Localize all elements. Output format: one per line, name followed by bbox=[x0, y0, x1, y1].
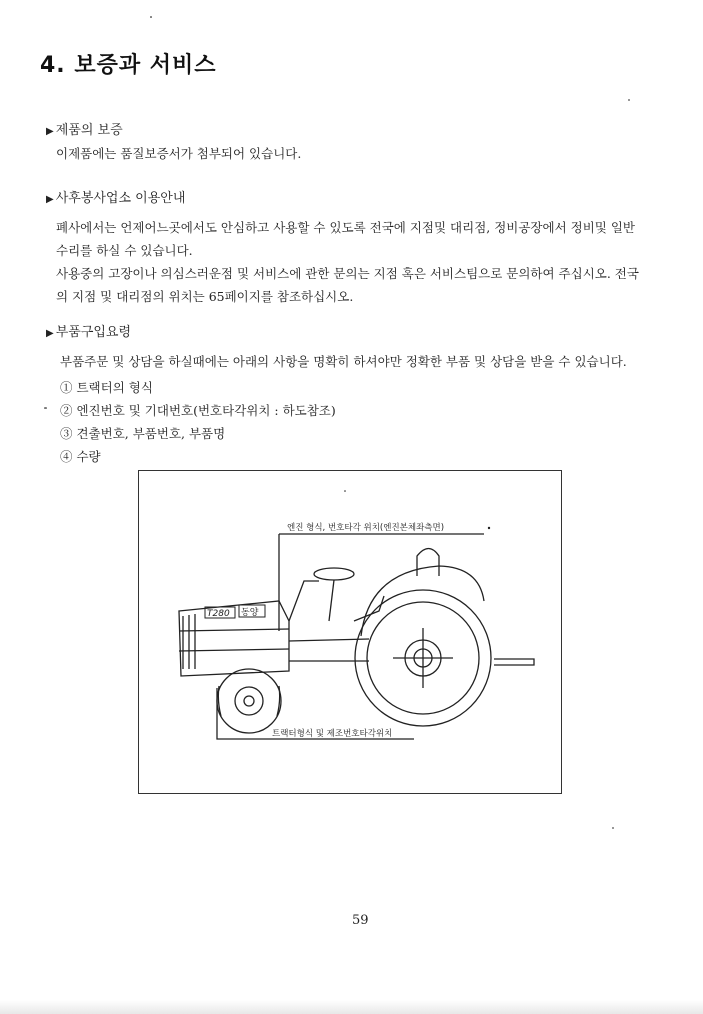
warranty-heading-text: 제품의 보증 bbox=[55, 123, 123, 138]
parts-heading-text: 부품구입요령 bbox=[55, 325, 132, 340]
page-number: 59 bbox=[352, 913, 369, 928]
service-text-1: 폐사에서는 언제어느곳에서도 안심하고 사용할 수 있도록 전국에 지점및 대리점, 정비공장에서 정비및 일반수리를 하실 수 있습니다. bbox=[56, 220, 635, 258]
scan-speck bbox=[628, 99, 630, 101]
triangle-bullet-icon: ▶ bbox=[46, 328, 54, 339]
parts-text: 부품주문 및 상담을 하실때에는 아래의 사항을 명확히 하셔야만 정확한 부품 및 상담을 받을 수 있습니다. bbox=[60, 354, 627, 369]
triangle-bullet-icon: ▶ bbox=[46, 126, 54, 137]
engine-number-label: 엔진 형식, 번호타각 위치(엔진본체좌측면) bbox=[287, 523, 445, 533]
service-paragraph bbox=[56, 216, 646, 308]
scan-bottom-edge bbox=[0, 1000, 703, 1014]
tractor-number-label: 트랙터형식 및 제조번호타각위치 bbox=[272, 729, 393, 739]
list-item: ③ 견출번호, 부품번호, 부품명 bbox=[60, 426, 226, 441]
page-title: 4. 보증과 서비스 bbox=[40, 53, 217, 78]
list-item: ① 트랙터의 형식 bbox=[60, 380, 153, 395]
scan-speck bbox=[150, 16, 152, 18]
warranty-paragraph bbox=[56, 142, 646, 165]
list-item: ② 엔진번호 및 기대번호(번호타각위치 : 하도참조) bbox=[60, 403, 336, 418]
warranty-text: 이제품에는 품질보증서가 첨부되어 있습니다. bbox=[56, 146, 302, 161]
scan-speck bbox=[612, 827, 614, 829]
tractor-figure bbox=[138, 470, 562, 794]
hood-brand-label: 동양 bbox=[241, 608, 259, 618]
hood-model-label: T280 bbox=[207, 609, 230, 619]
triangle-bullet-icon: ▶ bbox=[46, 194, 54, 205]
section-heading-parts bbox=[46, 321, 131, 340]
list-item: ④ 수량 bbox=[60, 449, 101, 464]
service-heading-text: 사후봉사업소 이용안내 bbox=[55, 191, 186, 206]
tractor-illustration bbox=[139, 471, 563, 795]
scan-speck bbox=[44, 407, 47, 409]
section-heading-warranty bbox=[46, 119, 123, 138]
section-heading-service bbox=[46, 187, 185, 206]
service-text-2: 사용중의 고장이나 의심스러운점 및 서비스에 관한 문의는 지점 혹은 서비스팀으로 문의하여 주십시오. 전국의 지점 및 대리점의 위치는 65페이지를 참조하십시오. bbox=[56, 266, 639, 304]
parts-paragraph bbox=[60, 350, 650, 373]
parts-list bbox=[60, 376, 336, 468]
